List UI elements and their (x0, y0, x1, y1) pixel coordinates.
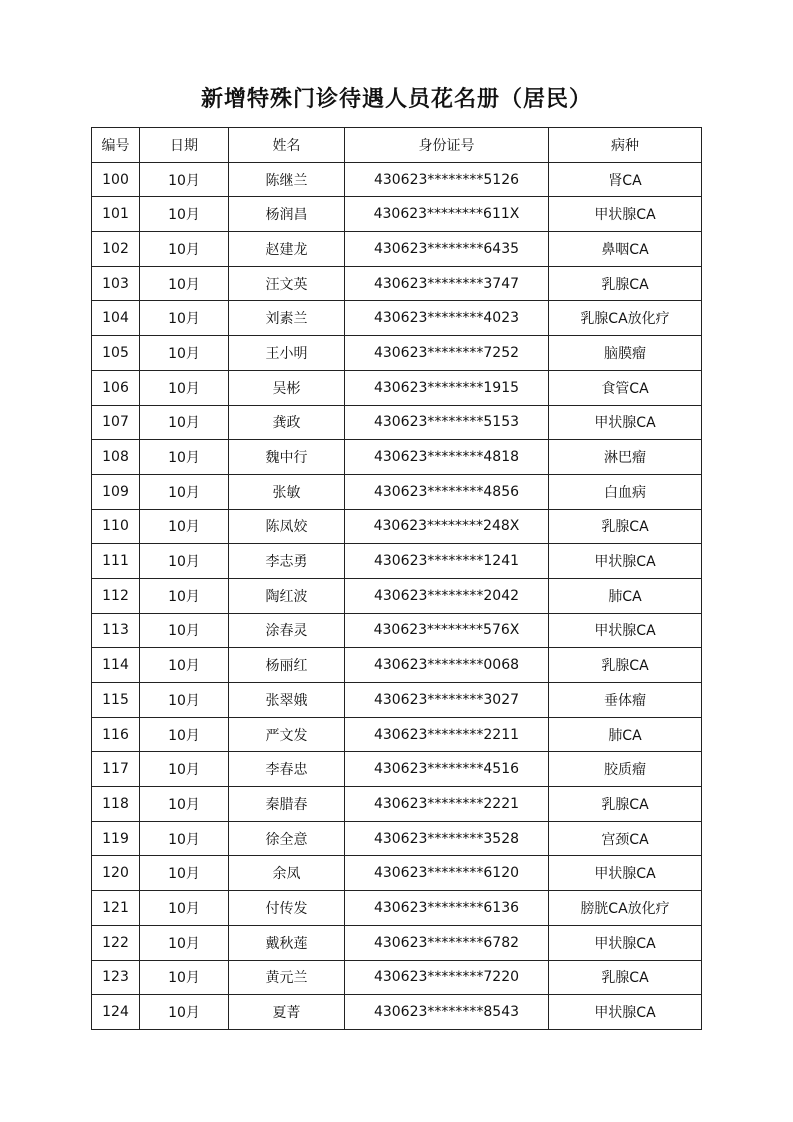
table-row (92, 925, 702, 960)
cell-date: 10月 (140, 821, 229, 856)
cell-disease: 肺CA (549, 717, 702, 752)
cell-id-number: 430623********6782 (345, 925, 549, 960)
table-row (92, 856, 702, 891)
cell-disease: 肾CA (549, 162, 702, 197)
cell-name: 刘素兰 (229, 301, 345, 336)
header-id-number: 身份证号 (345, 128, 549, 163)
cell-number: 123 (92, 960, 140, 995)
cell-name: 魏中行 (229, 440, 345, 475)
cell-disease: 淋巴瘤 (549, 440, 702, 475)
cell-number: 124 (92, 995, 140, 1030)
cell-disease: 膀胱CA放化疗 (549, 891, 702, 926)
cell-disease: 白血病 (549, 474, 702, 509)
cell-id-number: 430623********3528 (345, 821, 549, 856)
cell-date: 10月 (140, 474, 229, 509)
cell-id-number: 430623********3747 (345, 266, 549, 301)
cell-name: 陈凤姣 (229, 509, 345, 544)
cell-disease: 食管CA (549, 370, 702, 405)
cell-number: 120 (92, 856, 140, 891)
cell-number: 113 (92, 613, 140, 648)
cell-id-number: 430623********2221 (345, 787, 549, 822)
cell-number: 115 (92, 683, 140, 718)
cell-date: 10月 (140, 717, 229, 752)
table-row (92, 717, 702, 752)
cell-number: 103 (92, 266, 140, 301)
cell-number: 107 (92, 405, 140, 440)
cell-disease: 肺CA (549, 578, 702, 613)
table-row (92, 683, 702, 718)
cell-number: 111 (92, 544, 140, 579)
cell-number: 121 (92, 891, 140, 926)
cell-disease: 甲状腺CA (549, 544, 702, 579)
table-row (92, 891, 702, 926)
cell-id-number: 430623********4516 (345, 752, 549, 787)
cell-disease: 乳腺CA (549, 509, 702, 544)
cell-disease: 乳腺CA (549, 787, 702, 822)
table-row (92, 474, 702, 509)
cell-id-number: 430623********6435 (345, 232, 549, 267)
cell-name: 赵建龙 (229, 232, 345, 267)
cell-id-number: 430623********8543 (345, 995, 549, 1030)
cell-name: 李志勇 (229, 544, 345, 579)
cell-number: 110 (92, 509, 140, 544)
table-header-row (92, 128, 702, 163)
cell-number: 100 (92, 162, 140, 197)
cell-name: 吴彬 (229, 370, 345, 405)
table-body (92, 162, 702, 1029)
table-row (92, 301, 702, 336)
cell-name: 徐全意 (229, 821, 345, 856)
cell-id-number: 430623********5126 (345, 162, 549, 197)
cell-id-number: 430623********2042 (345, 578, 549, 613)
cell-name: 涂春灵 (229, 613, 345, 648)
cell-id-number: 430623********6136 (345, 891, 549, 926)
cell-number: 106 (92, 370, 140, 405)
page-title: 新增特殊门诊待遇人员花名册（居民） (200, 86, 592, 112)
cell-name: 余凤 (229, 856, 345, 891)
cell-id-number: 430623********0068 (345, 648, 549, 683)
cell-date: 10月 (140, 648, 229, 683)
cell-name: 王小明 (229, 336, 345, 371)
cell-id-number: 430623********3027 (345, 683, 549, 718)
cell-number: 118 (92, 787, 140, 822)
cell-name: 陶红波 (229, 578, 345, 613)
table-row (92, 197, 702, 232)
table-row (92, 266, 702, 301)
cell-id-number: 430623********248X (345, 509, 549, 544)
table-row (92, 960, 702, 995)
cell-date: 10月 (140, 301, 229, 336)
cell-date: 10月 (140, 509, 229, 544)
table-row (92, 995, 702, 1030)
cell-name: 黄元兰 (229, 960, 345, 995)
table-row (92, 787, 702, 822)
cell-number: 112 (92, 578, 140, 613)
cell-date: 10月 (140, 925, 229, 960)
cell-id-number: 430623********4856 (345, 474, 549, 509)
cell-disease: 脑膜瘤 (549, 336, 702, 371)
header-disease: 病种 (549, 128, 702, 163)
cell-id-number: 430623********5153 (345, 405, 549, 440)
table-row (92, 370, 702, 405)
cell-id-number: 430623********2211 (345, 717, 549, 752)
cell-date: 10月 (140, 440, 229, 475)
table-row (92, 336, 702, 371)
cell-date: 10月 (140, 232, 229, 267)
header-name: 姓名 (229, 128, 345, 163)
cell-date: 10月 (140, 266, 229, 301)
cell-id-number: 430623********1915 (345, 370, 549, 405)
cell-date: 10月 (140, 752, 229, 787)
cell-name: 杨润昌 (229, 197, 345, 232)
cell-date: 10月 (140, 856, 229, 891)
cell-name: 秦腊春 (229, 787, 345, 822)
cell-number: 101 (92, 197, 140, 232)
cell-name: 付传发 (229, 891, 345, 926)
cell-date: 10月 (140, 544, 229, 579)
cell-disease: 乳腺CA (549, 960, 702, 995)
table-row (92, 613, 702, 648)
table-row (92, 648, 702, 683)
cell-disease: 甲状腺CA (549, 197, 702, 232)
cell-disease: 胶质瘤 (549, 752, 702, 787)
cell-name: 汪文英 (229, 266, 345, 301)
cell-name: 张翠娥 (229, 683, 345, 718)
cell-disease: 宫颈CA (549, 821, 702, 856)
cell-name: 张敏 (229, 474, 345, 509)
cell-name: 戴秋莲 (229, 925, 345, 960)
cell-id-number: 430623********7220 (345, 960, 549, 995)
cell-disease: 乳腺CA (549, 648, 702, 683)
cell-number: 105 (92, 336, 140, 371)
cell-disease: 鼻咽CA (549, 232, 702, 267)
cell-id-number: 430623********576X (345, 613, 549, 648)
cell-date: 10月 (140, 683, 229, 718)
cell-id-number: 430623********1241 (345, 544, 549, 579)
table-row (92, 232, 702, 267)
cell-number: 109 (92, 474, 140, 509)
cell-number: 102 (92, 232, 140, 267)
table-row (92, 752, 702, 787)
cell-disease: 甲状腺CA (549, 995, 702, 1030)
header-date: 日期 (140, 128, 229, 163)
cell-number: 116 (92, 717, 140, 752)
cell-disease: 甲状腺CA (549, 405, 702, 440)
table-row (92, 544, 702, 579)
cell-id-number: 430623********7252 (345, 336, 549, 371)
cell-name: 陈继兰 (229, 162, 345, 197)
cell-date: 10月 (140, 960, 229, 995)
cell-id-number: 430623********4818 (345, 440, 549, 475)
table-row (92, 509, 702, 544)
cell-disease: 甲状腺CA (549, 856, 702, 891)
table-row (92, 821, 702, 856)
cell-disease: 垂体瘤 (549, 683, 702, 718)
table-row (92, 405, 702, 440)
cell-number: 108 (92, 440, 140, 475)
cell-date: 10月 (140, 613, 229, 648)
cell-date: 10月 (140, 891, 229, 926)
cell-disease: 乳腺CA (549, 266, 702, 301)
cell-date: 10月 (140, 787, 229, 822)
cell-name: 严文发 (229, 717, 345, 752)
cell-name: 夏菁 (229, 995, 345, 1030)
cell-number: 104 (92, 301, 140, 336)
cell-number: 122 (92, 925, 140, 960)
cell-date: 10月 (140, 197, 229, 232)
cell-date: 10月 (140, 336, 229, 371)
cell-id-number: 430623********611X (345, 197, 549, 232)
cell-date: 10月 (140, 162, 229, 197)
cell-id-number: 430623********6120 (345, 856, 549, 891)
cell-name: 李春忠 (229, 752, 345, 787)
cell-date: 10月 (140, 370, 229, 405)
cell-disease: 甲状腺CA (549, 613, 702, 648)
cell-disease: 甲状腺CA (549, 925, 702, 960)
cell-name: 龚政 (229, 405, 345, 440)
cell-number: 117 (92, 752, 140, 787)
table-row (92, 162, 702, 197)
cell-number: 119 (92, 821, 140, 856)
cell-date: 10月 (140, 405, 229, 440)
cell-date: 10月 (140, 578, 229, 613)
roster-table (91, 127, 702, 1030)
cell-name: 杨丽红 (229, 648, 345, 683)
header-number: 编号 (92, 128, 140, 163)
cell-date: 10月 (140, 995, 229, 1030)
table-row (92, 440, 702, 475)
table-row (92, 578, 702, 613)
cell-disease: 乳腺CA放化疗 (549, 301, 702, 336)
cell-number: 114 (92, 648, 140, 683)
cell-id-number: 430623********4023 (345, 301, 549, 336)
